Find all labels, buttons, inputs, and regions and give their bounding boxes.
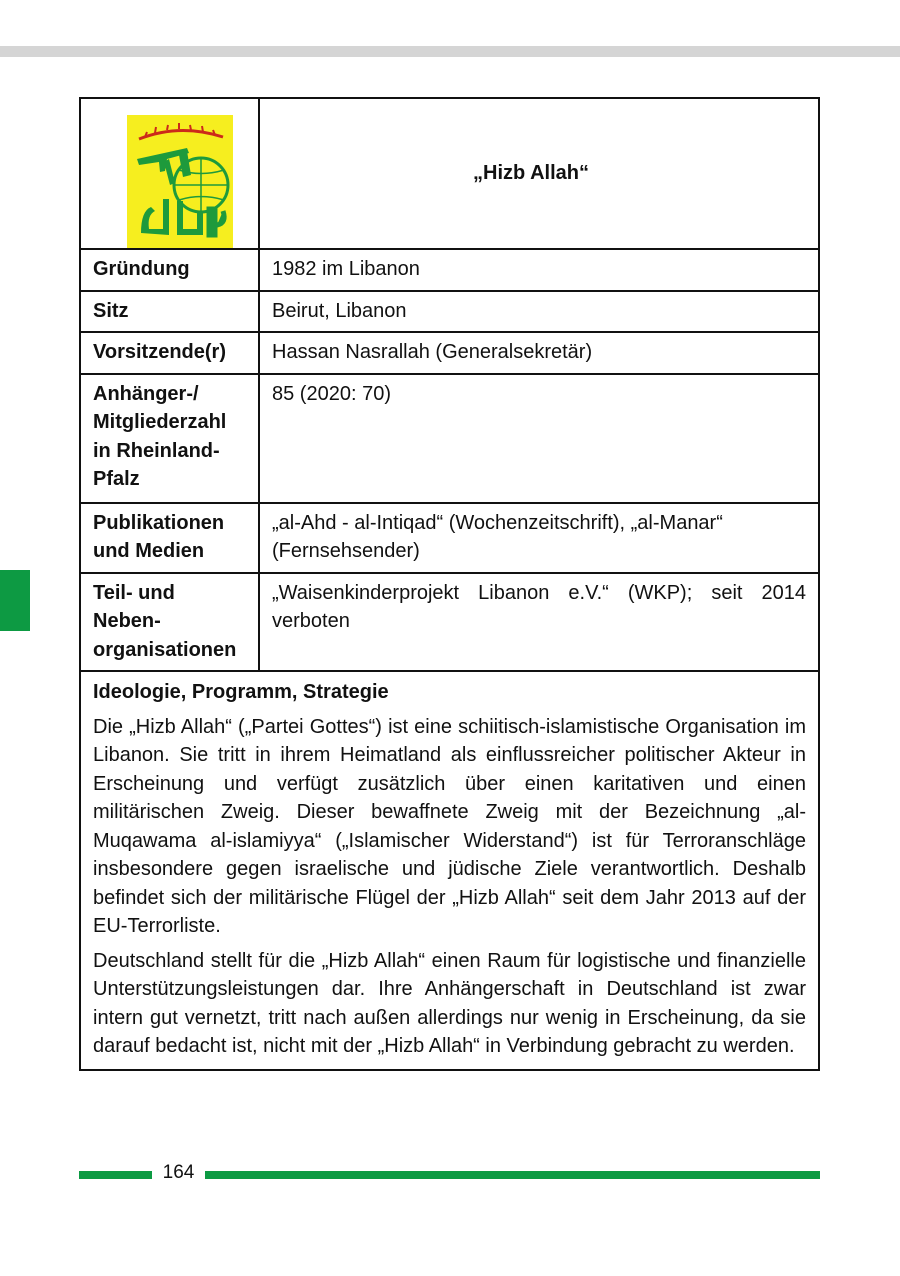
- organization-profile-table: [79, 97, 820, 1071]
- footer-rule-left: [79, 1171, 152, 1179]
- fact-value: 85 (2020: 70): [259, 374, 819, 503]
- fact-value: [259, 573, 819, 672]
- page-number: 164: [162, 1162, 195, 1183]
- fact-label: Sitz: [80, 291, 259, 333]
- fact-label: Anhänger-/ Mitgliederzahl in Rheinland-Pfalz: [80, 374, 259, 503]
- fact-value: Hassan Nasrallah (Generalsekretär): [259, 332, 819, 374]
- fact-value: „al-Ahd - al-Intiqad“ (Wochenzeitschrift), „al-Manar“ (Fernsehsender): [259, 503, 819, 573]
- fact-value: Beirut, Libanon: [259, 291, 819, 333]
- ideology-paragraph: Die „Hizb Allah“ („Partei Gottes“) ist eine schiitisch-islamistische Organisation im Libanon. Sie tritt in ihrem Heimatland als einflussreicher politischer Akteur in Erscheinung und verfügt zusätzlich über einen karitativen und einen militärischen Zweig. Dieser bewaffnete Zweig mit der Bezeichnung „al-Muqawama al-islamiyya“ („Islamischer Widerstand“) ist für Terroranschläge insbesondere gegen israelische und jüdische Ziele verantwortlich. Deshalb befindet sich der militärische Flügel der „Hizb Allah“ seit dem Jahr 2013 auf der EU-Terrorliste.: [93, 715, 806, 937]
- hizb-allah-emblem-icon: [127, 115, 233, 248]
- fact-label: Vorsitzende(r): [80, 332, 259, 374]
- ideology-heading: Ideologie, Programm, Strategie: [93, 681, 389, 703]
- fact-label: Teil- und Nebenorganisationen: [80, 573, 259, 672]
- fact-row-chair: [80, 332, 819, 374]
- fact-row-suborganizations: [80, 573, 819, 672]
- fact-row-seat: [80, 291, 819, 333]
- top-rule: [0, 46, 900, 57]
- ideology-section: [80, 671, 819, 1070]
- fact-row-founding: [80, 249, 819, 291]
- chapter-tab-marker: [0, 570, 30, 631]
- fact-value: 1982 im Libanon: [259, 249, 819, 291]
- ideology-paragraph: Deutschland stellt für die „Hizb Allah“ einen Raum für logistische und finanzielle Unterstützungsleistungen dar. Ihre Anhängerschaft in Deutschland ist zwar intern gut vernetzt, tritt nach außen allerdings nur wenig in Erscheinung, da sie darauf bedacht ist, nicht mit der „Hizb Allah“ in Verbindung gebracht zu werden.: [93, 949, 806, 1057]
- footer-rule-right: [205, 1171, 820, 1179]
- fact-value-text: „Waisenkinderprojekt Libanon e.V.“ (WKP); seit 2014 verboten: [272, 581, 806, 632]
- fact-label: Publikationen und Medien: [80, 503, 259, 573]
- ideology-row: [80, 671, 819, 1070]
- fact-row-publications: [80, 503, 819, 573]
- logo-cell: [80, 98, 259, 249]
- organization-name: „Hizb Allah“: [259, 98, 819, 249]
- fact-label: Gründung: [80, 249, 259, 291]
- header-row: [80, 98, 819, 249]
- fact-row-members: [80, 374, 819, 503]
